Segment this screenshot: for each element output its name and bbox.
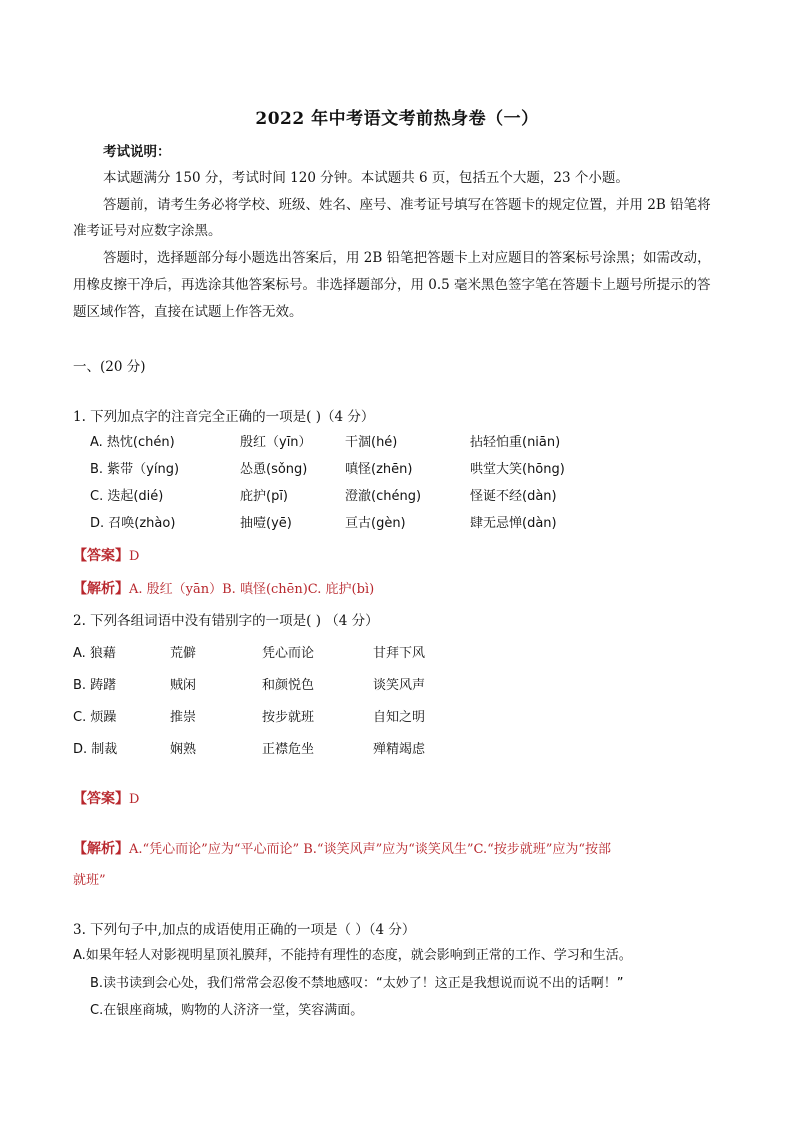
- answer-row: [73, 545, 139, 565]
- q1-option-c: 庇护(pī): [240, 489, 289, 504]
- q1-option-d: 亘古(gèn): [345, 516, 406, 531]
- instructions-line: 准考证号对应数字涂黑。: [73, 223, 222, 239]
- q3-option-b: B.读书读到会心处，我们常常会忍俊不禁地感叹：“太妙了！这正是我想说而说不出的话啊！”: [90, 976, 624, 991]
- q2-option-b: B. 踌躇: [73, 678, 117, 693]
- q1-option-b: 哄堂大笑(hōng): [470, 462, 565, 477]
- q1-option-a: 干涸(hé): [345, 435, 398, 450]
- q2-option-a: 甘拜下风: [373, 646, 426, 661]
- q2-option-c: C. 烦躁: [73, 710, 117, 725]
- q1-option-c: 怪诞不经(dàn): [470, 489, 557, 504]
- section-heading: 一、(20 分): [73, 359, 146, 375]
- question-stem: 2. 下列各组词语中没有错别字的一项是( ) （4 分）: [73, 613, 379, 629]
- analysis-row: [73, 838, 611, 858]
- q1-option-b: 怂恿(sǒng): [240, 462, 308, 477]
- q2-option-d: D. 制裁: [73, 742, 118, 757]
- q1-option-d: D. 召唤(zhào): [90, 516, 176, 531]
- q3-option-c: C.在银座商城，购物的人济济一堂，笑容满面。: [90, 1003, 364, 1018]
- q1-option-c: 澄澈(chéng): [345, 489, 422, 504]
- q2-option-d: 娴熟: [170, 742, 197, 757]
- q1-option-b: 嗔怪(zhēn): [345, 462, 413, 477]
- q1-option-c: C. 迭起(dié): [90, 489, 164, 504]
- analysis-text: 就班”: [73, 873, 106, 888]
- q2-option-c: 按步就班: [262, 710, 315, 725]
- q1-option-a: 殷红（yīn）: [240, 435, 312, 450]
- answer-value: D: [129, 792, 140, 807]
- q2-option-c: 推崇: [170, 710, 197, 725]
- q2-option-b: 和颜悦色: [262, 678, 315, 693]
- q2-option-a: 凭心而论: [262, 646, 315, 661]
- instructions-line: 题区域作答，直接在试题上作答无效。: [73, 304, 303, 320]
- q2-option-b: 谈笑风声: [373, 678, 426, 693]
- instructions-line: 用橡皮擦干净后，再选涂其他答案标号。非选择题部分，用 0.5 毫米黑色签字笔在答题卡上题号所提示的答: [73, 277, 711, 293]
- q2-option-b: 贼闲: [170, 678, 197, 693]
- answer-tag: 【答案】: [73, 548, 129, 564]
- instructions-line: 答题前，请考生务必将学校、班级、姓名、座号、准考证号填写在答题卡的规定位置，并用 2B 铅笔将: [103, 197, 711, 213]
- instructions-line: 本试题满分 150 分，考试时间 120 分钟。本试题共 6 页，包括五个大题，23 个小题。: [103, 170, 629, 186]
- analysis-text: A. 殷红（yān）B. 嗔怪(chēn)C. 庇护(bì): [129, 582, 375, 597]
- analysis-tag: 【解析】: [73, 581, 129, 597]
- page-title: 2022 年中考语文考前热身卷（一）: [255, 109, 539, 129]
- q1-option-a: A. 热忱(chén): [90, 435, 175, 450]
- analysis-text: A.“凭心而论”应为“平心而论” B.“谈笑风声”应为“谈笑风生”C.“按步就班”应为“按部: [129, 842, 612, 857]
- instructions-line: 答题时，选择题部分每小题选出答案后，用 2B 铅笔把答题卡上对应题目的答案标号涂黑；如需改动，: [103, 250, 711, 266]
- question-stem: 3. 下列句子中,加点的成语使用正确的一项是（ ）（4 分）: [73, 922, 416, 938]
- answer-row: [73, 788, 139, 808]
- q2-option-d: 正襟危坐: [262, 742, 315, 757]
- q2-option-d: 殚精竭虑: [373, 742, 426, 757]
- question-stem: 1. 下列加点字的注音完全正确的一项是( )（4 分）: [73, 409, 375, 425]
- q1-option-d: 抽噎(yē): [240, 516, 292, 531]
- analysis-tag: 【解析】: [73, 841, 129, 857]
- analysis-row: [73, 578, 374, 598]
- q2-option-a: 荒僻: [170, 646, 197, 661]
- answer-value: D: [129, 549, 140, 564]
- answer-tag: 【答案】: [73, 791, 129, 807]
- q3-option-a: A.如果年轻人对影视明星顶礼膜拜，不能持有理性的态度，就会影响到正常的工作、学习和生活。: [73, 948, 632, 963]
- q2-option-a: A. 狼藉: [73, 646, 116, 661]
- q1-option-d: 肆无忌惮(dàn): [470, 516, 557, 531]
- q1-option-b: B. 紫带（yíng): [90, 462, 180, 477]
- q1-option-a: 拈轻怕重(niān): [470, 435, 561, 450]
- q2-option-c: 自知之明: [373, 710, 426, 725]
- instructions-heading: 考试说明：: [103, 144, 171, 160]
